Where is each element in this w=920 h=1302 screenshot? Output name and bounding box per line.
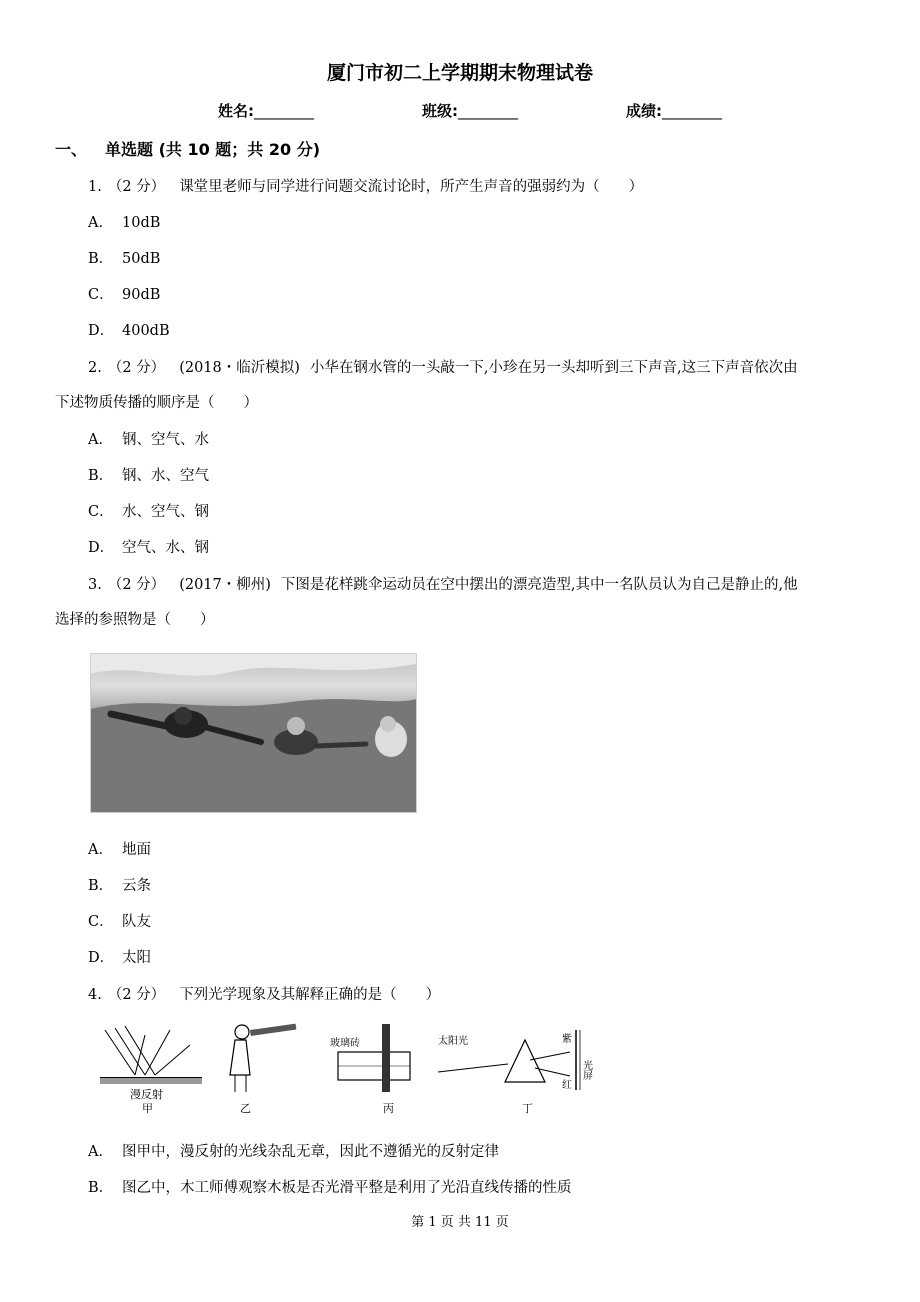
name-field: [218, 100, 314, 121]
option-2a[interactable]: [88, 428, 209, 449]
option-text: 10dB: [122, 215, 161, 231]
score-field: [626, 100, 722, 121]
option-text: 50dB: [122, 251, 161, 267]
section-index: 一、: [55, 140, 88, 159]
question-text: 下图是花样跳伞运动员在空中摆出的漂亮造型,其中一名队员认为自己是静止的,他: [280, 577, 798, 593]
fig-label-bing: 丙: [383, 1102, 394, 1115]
skydivers-illustration: [91, 654, 416, 812]
question-text: 课堂里老师与同学进行问题交流讨论时，所产生声音的强弱约为（ ）: [179, 179, 644, 195]
fig-label-jia: 甲: [142, 1102, 153, 1115]
fig-label-screen: 光屏: [580, 1060, 592, 1080]
option-letter: C．: [88, 504, 114, 520]
option-text: 空气、水、钢: [122, 540, 209, 556]
option-text: 水、空气、钢: [122, 504, 209, 520]
section-title: 单选题 (共 10 题；共 20 分): [105, 140, 321, 159]
option-4b[interactable]: [88, 1176, 572, 1197]
fig-label-glass: 玻璃砖: [330, 1038, 360, 1049]
score-label: 成绩:: [626, 102, 662, 120]
option-3a[interactable]: [88, 838, 151, 859]
fig-label-red: 红: [562, 1080, 572, 1091]
option-letter: C．: [88, 287, 114, 303]
name-blank[interactable]: ________: [254, 102, 314, 120]
option-letter: A．: [88, 842, 113, 858]
option-letter: D．: [88, 323, 115, 339]
question-score: （2 分）: [107, 577, 166, 593]
question-score: （2 分）: [107, 987, 166, 1003]
option-text: 云条: [122, 878, 151, 894]
option-text: 400dB: [122, 323, 170, 339]
diffuse-reflection-diagram: [100, 1026, 202, 1115]
section-heading: [55, 137, 320, 160]
fig-label-ding: 丁: [522, 1102, 533, 1115]
class-blank[interactable]: ________: [458, 102, 518, 120]
option-1b[interactable]: [88, 247, 160, 268]
name-label: 姓名:: [218, 102, 254, 120]
option-letter: A．: [88, 215, 113, 231]
question-score: （2 分）: [107, 360, 166, 376]
question-text: 下列光学现象及其解释正确的是（ ）: [179, 987, 441, 1003]
question-number: 4.: [88, 987, 102, 1003]
option-1c[interactable]: [88, 283, 160, 304]
option-letter: B．: [88, 468, 114, 484]
exam-title: 厦门市初二上学期期末物理试卷: [326, 62, 593, 84]
question-4: [88, 983, 440, 1004]
option-1a[interactable]: [88, 211, 160, 232]
option-2c[interactable]: [88, 500, 209, 521]
option-text: 钢、水、空气: [122, 468, 209, 484]
question-score: （2 分）: [107, 179, 166, 195]
question-3-continuation: 选择的参照物是（ ）: [55, 612, 215, 628]
fig-label-purple: 紫: [562, 1034, 572, 1045]
fig-label-yi: 乙: [240, 1102, 251, 1115]
question-number: 2.: [88, 360, 102, 376]
option-letter: C．: [88, 914, 114, 930]
fig-label-diffuse: 漫反射: [130, 1088, 163, 1101]
question-2: [88, 356, 798, 377]
class-label: 班级:: [422, 102, 458, 120]
carpenter-diagram: [230, 1024, 296, 1115]
option-letter: B．: [88, 1180, 114, 1196]
option-3c[interactable]: [88, 910, 151, 931]
question-number: 3.: [88, 577, 102, 593]
question-text: 小华在钢水管的一头敲一下,小珍在另一头却听到三下声音,这三下声音依次由: [309, 360, 798, 376]
option-letter: B．: [88, 878, 114, 894]
option-text: 图甲中，漫反射的光线杂乱无章，因此不遵循光的反射定律: [122, 1144, 499, 1160]
question-2-continuation: 下述物质传播的顺序是（ ）: [55, 395, 258, 411]
option-1d[interactable]: [88, 319, 170, 340]
skydivers-photo: [90, 653, 417, 813]
option-letter: B．: [88, 251, 114, 267]
option-4a[interactable]: [88, 1140, 499, 1161]
question-1: [88, 175, 643, 196]
option-letter: D．: [88, 950, 115, 966]
option-letter: A．: [88, 432, 113, 448]
option-3d[interactable]: [88, 946, 151, 967]
option-2d[interactable]: [88, 536, 209, 557]
page-footer: 第 1 页 共 11 页: [411, 1215, 509, 1230]
question-3: [88, 573, 798, 594]
prism-diagram: [438, 1030, 593, 1115]
score-blank[interactable]: ________: [662, 102, 722, 120]
option-text: 钢、空气、水: [122, 432, 209, 448]
optics-figure: [90, 1020, 610, 1125]
option-text: 90dB: [122, 287, 161, 303]
glass-brick-diagram: [330, 1024, 410, 1115]
option-3b[interactable]: [88, 874, 151, 895]
option-text: 太阳: [122, 950, 151, 966]
option-letter: A．: [88, 1144, 113, 1160]
question-source: (2017・柳州): [179, 577, 271, 593]
option-letter: D．: [88, 540, 115, 556]
option-text: 队友: [122, 914, 151, 930]
question-source: (2018・临沂模拟): [179, 360, 300, 376]
fig-label-sun: 太阳光: [438, 1036, 468, 1047]
question-number: 1.: [88, 179, 102, 195]
option-text: 地面: [122, 842, 151, 858]
option-text: 图乙中，木工师傅观察木板是否光滑平整是利用了光沿直线传播的性质: [122, 1180, 572, 1196]
option-2b[interactable]: [88, 464, 209, 485]
class-field: [422, 100, 518, 121]
